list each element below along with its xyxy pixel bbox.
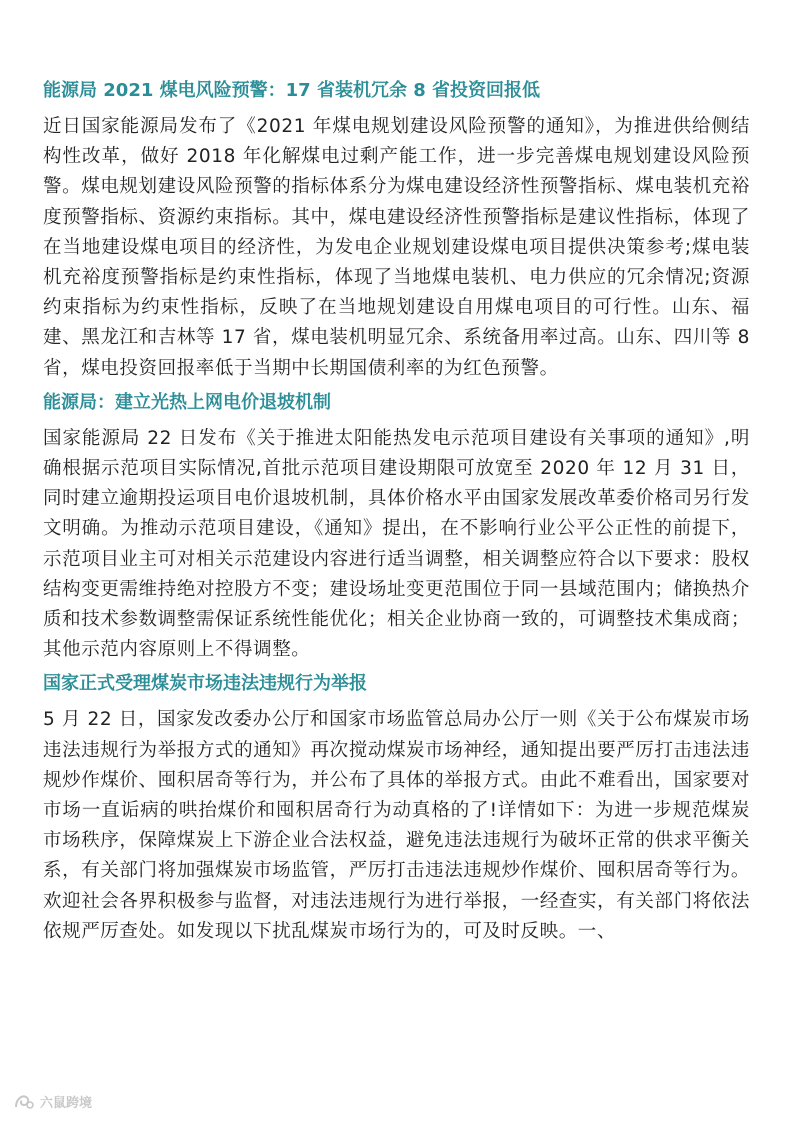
watermark	[14, 1092, 92, 1111]
section-heading: 国家正式受理煤炭市场违法违规行为举报	[43, 673, 367, 695]
section-body: 国家能源局 22 日发布《关于推进太阳能热发电示范项目建设有关事项的通知》,明确根据示范项目实际情况,首批示范项目建设期限可放宽至 2020 年 12 月 31 日，同时建立逾期投运项目电价退坡机制，具体价格水平由国家发展改革委价格司另行发文明确。为推动示范项目建设，《通知》提出，在不影响行业公平公正性的前提下，示范项目业主可对相关示范建设内容进行适当调整，相关调整应符合以下要求：股权结构变更需维持绝对控股方不变；建设场址变更范围位于同一县域范围内；储换热介质和技术参数调整需保证系统性能优化；相关企业协商一致的，可调整技术集成商；其他示范内容原则上不得调整。	[43, 427, 750, 661]
section-body: 近日国家能源局发布了《2021 年煤电规划建设风险预警的通知》，为推进供给侧结构性改革，做好 2018 年化解煤电过剩产能工作，进一步完善煤电规划建设风险预警。煤电规划建设风险预警的指标体系分为煤电建设经济性预警指标、煤电装机充裕度预警指标、资源约束指标。其中，煤电建设经济性预警指标是建议性指标，体现了在当地建设煤电项目的经济性，为发电企业规划建设煤电项目提供决策参考;煤电装机充裕度预警指标是约束性指标，体现了当地煤电装机、电力供应的冗余情况;资源约束指标为约束性指标，反映了在当地规划建设自用煤电项目的可行性。山东、福建、黑龙江和吉林等 17 省，煤电装机明显冗余、系统备用率过高。山东、四川等 8 省，煤电投资回报率低于当期中长期国债利率的为红色预警。	[43, 116, 750, 379]
watermark-text: 六鼠跨境	[40, 1095, 93, 1110]
section-coal-market-report	[43, 671, 750, 947]
watermark-logo-icon	[14, 1093, 36, 1111]
section-heading: 能源局：建立光热上网电价退坡机制	[43, 391, 331, 413]
section-heading: 能源局 2021 煤电风险预警：17 省装机冗余 8 省投资回报低	[43, 80, 541, 101]
section-coal-power-risk-warning	[43, 78, 750, 384]
section-solar-thermal-price	[43, 390, 750, 666]
document-page	[43, 78, 750, 953]
section-body: 5 月 22 日，国家发改委办公厅和国家市场监管总局办公厅一则《关于公布煤炭市场违法违规行为举报方式的通知》再次搅动煤炭市场神经，通知提出要严厉打击违法违规炒作煤价、囤积居奇等行为，并公布了具体的举报方式。由此不难看出，国家要对市场一直诟病的哄抬煤价和囤积居奇行为动真格的了!详情如下：为进一步规范煤炭市场秩序，保障煤炭上下游企业合法权益，避免违法违规行为破坏正常的供求平衡关系，有关部门将加强煤炭市场监管，严厉打击违法违规炒作煤价、囤积居奇等行为。欢迎社会各界积极参与监督，对违法违规行为进行举报，一经查实，有关部门将依法依规严厉查处。如发现以下扰乱煤炭市场行为的，可及时反映。一、	[43, 709, 750, 942]
